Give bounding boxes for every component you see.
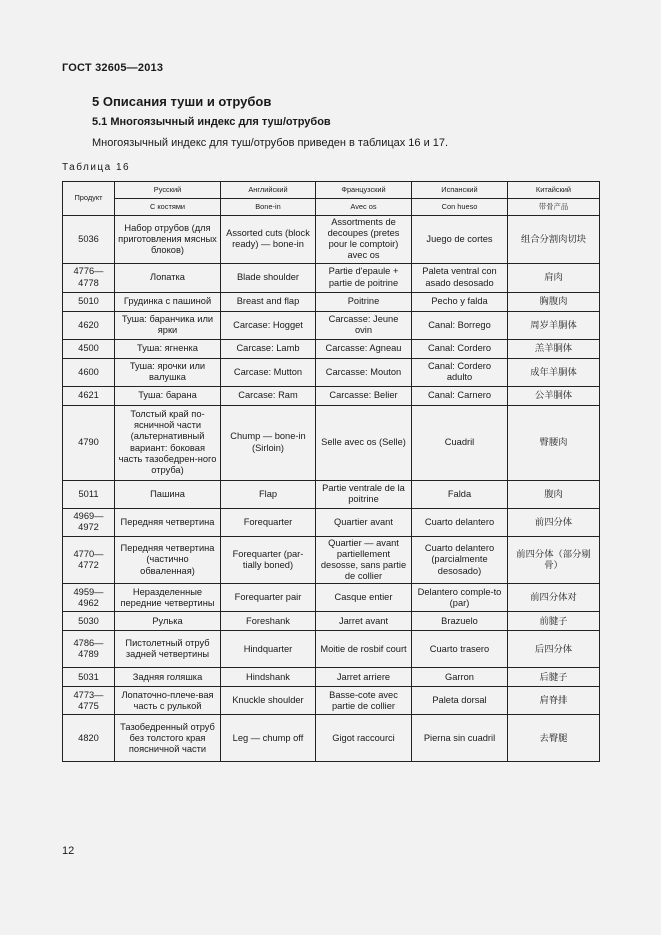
spanish-cell: Delantero comple-to (par) [412,584,508,612]
table-header-row [63,182,600,199]
table-row [63,358,600,386]
chinese-cell: 周岁羊胴体 [508,311,600,339]
english-cell: Hindquarter [221,631,316,668]
chinese-cell: 组合分割肉切块 [508,216,600,264]
french-cell: Moitie de rosbif court [316,631,412,668]
spanish-cell: Cuadril [412,405,508,480]
table-row [63,480,600,508]
table-row [63,668,600,687]
chinese-cell: 肩脊排 [508,687,600,715]
header-chinese: Китайский [508,182,600,199]
spanish-cell: Paleta ventral con asado desosado [412,263,508,292]
chinese-cell: 公羊胴体 [508,386,600,405]
spanish-cell: Canal: Carnero [412,386,508,405]
subsection-title: 5.1 Многоязычный индекс для туш/отрубов [92,116,331,128]
russian-cell: Лопаточно-плече-вая часть с рулькой [115,687,221,715]
french-cell: Selle avec os (Selle) [316,405,412,480]
table-label: Таблица 16 [62,162,131,173]
header-spanish: Испанский [412,182,508,199]
chinese-cell: 胸腹肉 [508,292,600,311]
french-cell: Carcasse: Mouton [316,358,412,386]
product-code-cell: 4790 [63,405,115,480]
table-row [63,508,600,536]
section-title: 5 Описания туши и отрубов [92,94,272,109]
product-code-cell: 5030 [63,612,115,631]
english-cell: Breast and flap [221,292,316,311]
table-row [63,292,600,311]
product-code-cell: 4621 [63,386,115,405]
french-cell: Quartier avant [316,508,412,536]
chinese-cell: 前四分体对 [508,584,600,612]
spanish-cell: Canal: Cordero adulto [412,358,508,386]
chinese-cell: 后四分体 [508,631,600,668]
english-cell: Forequarter pair [221,584,316,612]
subheader-chinese: 带骨产品 [508,199,600,216]
product-code-cell: 4776—4778 [63,263,115,292]
french-cell: Jarret arriere [316,668,412,687]
product-code-cell: 4959—4962 [63,584,115,612]
chinese-cell: 后腱子 [508,668,600,687]
product-code-cell: 4620 [63,311,115,339]
table-row [63,216,600,264]
english-cell: Carcase: Mutton [221,358,316,386]
french-cell: Partie d'epaule + partie de poitrine [316,263,412,292]
chinese-cell: 肩肉 [508,263,600,292]
table-row [63,311,600,339]
spanish-cell: Cuarto trasero [412,631,508,668]
table-row [63,339,600,358]
table-row [63,405,600,480]
intro-paragraph: Многоязычный индекс для туш/отрубов приведен в таблицах 16 и 17. [92,137,449,149]
page-number: 12 [62,845,75,857]
french-cell: Gigot raccourci [316,715,412,762]
english-cell: Forequarter (par-tially boned) [221,536,316,584]
english-cell: Leg — chump off [221,715,316,762]
spanish-cell: Pecho y falda [412,292,508,311]
subheader-russian: С костями [115,199,221,216]
russian-cell: Передняя четвертина (частично обваленная) [115,536,221,584]
chinese-cell: 成年羊胴体 [508,358,600,386]
table-row [63,263,600,292]
russian-cell: Толстый край по-ясничной части (альтернативный вариант: боковая часть тазобедрен-ного отруба) [115,405,221,480]
russian-cell: Набор отрубов (для приготовления мясных блоков) [115,216,221,264]
russian-cell: Пистолетный отруб задней четвертины [115,631,221,668]
table-row [63,386,600,405]
table-body [63,216,600,762]
russian-cell: Грудинка с пашиной [115,292,221,311]
product-code-cell: 4786—4789 [63,631,115,668]
english-cell: Carcase: Hogget [221,311,316,339]
table-row [63,687,600,715]
english-cell: Carcase: Lamb [221,339,316,358]
table-row [63,631,600,668]
chinese-cell: 腹肉 [508,480,600,508]
french-cell: Quartier — avant partiellement desosse, sans partie de collier [316,536,412,584]
spanish-cell: Garron [412,668,508,687]
product-code-cell: 4770—4772 [63,536,115,584]
english-cell: Hindshank [221,668,316,687]
product-code-cell: 5011 [63,480,115,508]
french-cell: Assortments de decoupes (pretes pour le comptoir) avec os [316,216,412,264]
chinese-cell: 臀腰肉 [508,405,600,480]
spanish-cell: Cuarto delantero [412,508,508,536]
document-id: ГОСТ 32605—2013 [62,62,164,74]
table-row [63,584,600,612]
english-cell: Chump — bone-in (Sirloin) [221,405,316,480]
table-row [63,612,600,631]
spanish-cell: Pierna sin cuadril [412,715,508,762]
spanish-cell: Juego de cortes [412,216,508,264]
product-code-cell: 5010 [63,292,115,311]
spanish-cell: Canal: Borrego [412,311,508,339]
russian-cell: Пашина [115,480,221,508]
multilingual-index-table [62,181,600,762]
french-cell: Casque entier [316,584,412,612]
french-cell: Carcasse: Belier [316,386,412,405]
chinese-cell: 羔羊胴体 [508,339,600,358]
product-code-cell: 4773—4775 [63,687,115,715]
product-code-cell: 4500 [63,339,115,358]
spanish-cell: Falda [412,480,508,508]
russian-cell: Лопатка [115,263,221,292]
spanish-cell: Paleta dorsal [412,687,508,715]
russian-cell: Туша: баранчика или ярки [115,311,221,339]
french-cell: Carcasse: Jeune ovin [316,311,412,339]
subheader-french: Avec os [316,199,412,216]
spanish-cell: Cuarto delantero (parcialmente desosado) [412,536,508,584]
spanish-cell: Canal: Cordero [412,339,508,358]
subheader-english: Bone-in [221,199,316,216]
russian-cell: Туша: барана [115,386,221,405]
french-cell: Basse-cote avec partie de collier [316,687,412,715]
english-cell: Knuckle shoulder [221,687,316,715]
french-cell: Carcasse: Agneau [316,339,412,358]
english-cell: Blade shoulder [221,263,316,292]
product-code-cell: 4969—4972 [63,508,115,536]
french-cell: Jarret avant [316,612,412,631]
chinese-cell: 前四分体 [508,508,600,536]
english-cell: Carcase: Ram [221,386,316,405]
english-cell: Foreshank [221,612,316,631]
spanish-cell: Brazuelo [412,612,508,631]
product-code-cell: 4600 [63,358,115,386]
table-subheader-row [63,199,600,216]
header-english: Английский [221,182,316,199]
header-french: Французский [316,182,412,199]
chinese-cell: 前四分体（部分剔骨） [508,536,600,584]
french-cell: Poitrine [316,292,412,311]
russian-cell: Передняя четвертина [115,508,221,536]
russian-cell: Неразделенные передние четвертины [115,584,221,612]
chinese-cell: 前腱子 [508,612,600,631]
english-cell: Forequarter [221,508,316,536]
table-row [63,536,600,584]
russian-cell: Рулька [115,612,221,631]
english-cell: Flap [221,480,316,508]
product-code-cell: 5031 [63,668,115,687]
table-row [63,715,600,762]
russian-cell: Туша: ярочки или валушка [115,358,221,386]
chinese-cell: 去臀腿 [508,715,600,762]
subheader-spanish: Con hueso [412,199,508,216]
russian-cell: Тазобедренный отруб без толстого края поясничной части [115,715,221,762]
english-cell: Assorted cuts (block ready) — bone-in [221,216,316,264]
russian-cell: Задняя голяшка [115,668,221,687]
product-code-cell: 5036 [63,216,115,264]
product-code-cell: 4820 [63,715,115,762]
french-cell: Partie ventrale de la poitrine [316,480,412,508]
russian-cell: Туша: ягненка [115,339,221,358]
header-product: Продукт [63,182,115,216]
header-russian: Русский [115,182,221,199]
